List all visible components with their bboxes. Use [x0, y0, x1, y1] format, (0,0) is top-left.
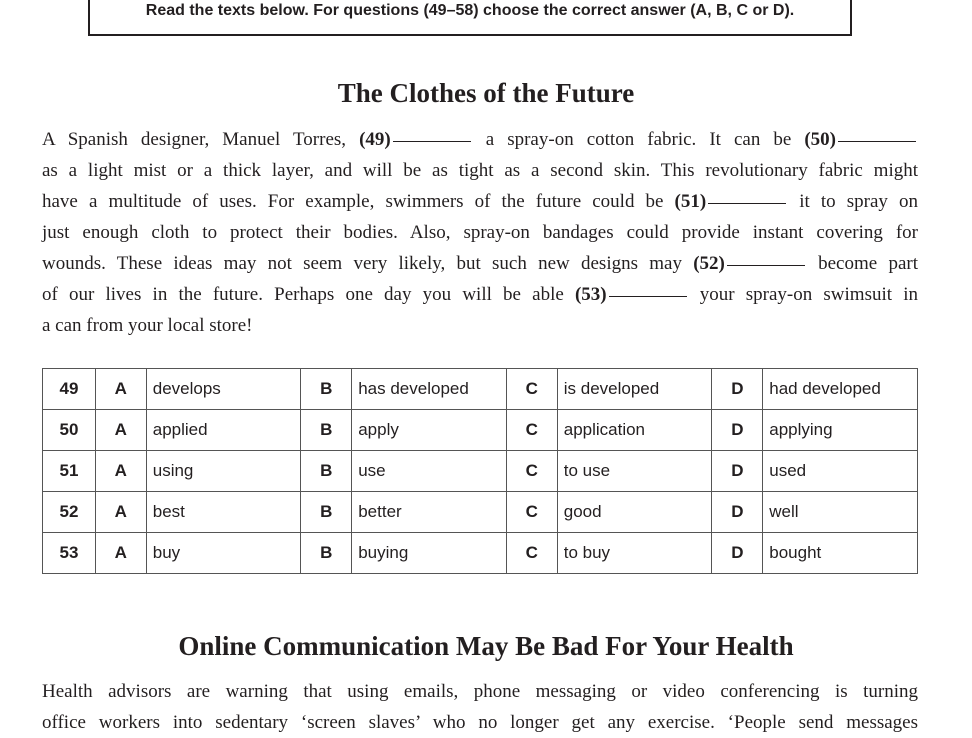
option-letter: D	[712, 492, 763, 533]
text-segment: become part	[806, 253, 918, 274]
option-text[interactable]: develops	[146, 369, 301, 410]
option-letter: B	[301, 533, 352, 574]
question-row	[43, 533, 918, 574]
paragraph-line	[42, 310, 918, 341]
text-segment: it to spray on	[788, 191, 918, 212]
option-text[interactable]: is developed	[557, 369, 712, 410]
question-number: 53	[43, 533, 96, 574]
option-text[interactable]: apply	[352, 410, 507, 451]
text-segment: your spray-on swimsuit in	[688, 284, 918, 305]
option-text[interactable]: applied	[146, 410, 301, 451]
question-number: (53)	[574, 284, 607, 305]
answer-blank	[393, 140, 471, 142]
question-number: (52)	[693, 253, 725, 274]
paragraph-line	[42, 279, 918, 310]
paragraph-line	[42, 248, 918, 279]
option-text[interactable]: well	[763, 492, 918, 533]
option-letter: D	[712, 451, 763, 492]
option-letter: C	[506, 410, 557, 451]
paragraph-line	[42, 155, 918, 186]
instruction-box	[88, 0, 852, 36]
option-text[interactable]: had developed	[763, 369, 918, 410]
text1-title: The Clothes of the Future	[337, 78, 635, 108]
option-text[interactable]: buy	[146, 533, 301, 574]
question-row	[43, 492, 918, 533]
question-row	[43, 369, 918, 410]
text-segment: a can from your local store!	[42, 315, 253, 336]
answer-blank	[727, 264, 805, 266]
option-text[interactable]: bought	[763, 533, 918, 574]
option-letter: C	[506, 369, 557, 410]
option-text[interactable]: better	[352, 492, 507, 533]
option-letter: B	[301, 492, 352, 533]
question-number: 49	[43, 369, 96, 410]
option-text[interactable]: good	[557, 492, 712, 533]
answer-table	[42, 368, 918, 574]
option-letter: C	[506, 492, 557, 533]
option-text[interactable]: best	[146, 492, 301, 533]
option-letter: A	[95, 369, 146, 410]
paragraph-line	[42, 707, 918, 738]
option-text[interactable]: buying	[352, 533, 507, 574]
paragraph-line	[42, 124, 918, 155]
option-letter: D	[712, 369, 763, 410]
option-text[interactable]: using	[146, 451, 301, 492]
text-segment: of our lives in the future. Perhaps one day you will be able	[42, 284, 575, 305]
question-number: 51	[43, 451, 96, 492]
question-number: 50	[43, 410, 96, 451]
option-text[interactable]: has developed	[352, 369, 507, 410]
question-number: (50)	[804, 129, 836, 150]
question-row	[43, 451, 918, 492]
option-letter: D	[712, 533, 763, 574]
text-segment: a spray-on cotton fabric. It can be	[472, 129, 805, 150]
text-segment: Health advisors are warning that using emails, phone messaging or video conferencing is turning	[42, 681, 918, 702]
answer-blank	[609, 295, 687, 297]
text-segment: A Spanish designer, Manuel Torres,	[42, 129, 360, 150]
text-segment: office workers into sedentary ‘screen slaves’ who no longer get any exercise. ‘People send messages	[42, 712, 918, 733]
option-letter: A	[95, 533, 146, 574]
text-segment: just enough cloth to protect their bodies. Also, spray-on bandages could provide instant covering for	[42, 222, 918, 243]
option-letter: B	[301, 369, 352, 410]
option-letter: B	[301, 410, 352, 451]
question-row	[43, 410, 918, 451]
answer-blank	[708, 202, 786, 204]
option-letter: A	[95, 492, 146, 533]
option-text[interactable]: use	[352, 451, 507, 492]
option-letter: A	[95, 451, 146, 492]
option-letter: D	[712, 410, 763, 451]
question-number: (49)	[359, 129, 391, 150]
question-number: 52	[43, 492, 96, 533]
text2-title: Online Communication May Be Bad For Your Health	[178, 631, 794, 661]
text-segment: have a multitude of uses. For example, swimmers of the future could be	[42, 191, 675, 212]
instruction-text: Read the texts below. For questions (49–58) choose the correct answer (A, B, C or D).	[145, 2, 795, 19]
answer-blank	[838, 140, 916, 142]
option-text[interactable]: to buy	[557, 533, 712, 574]
option-text[interactable]: applying	[763, 410, 918, 451]
text-segment: wounds. These ideas may not seem very likely, but such new designs may	[42, 253, 694, 274]
option-text[interactable]: to use	[557, 451, 712, 492]
paragraph-line	[42, 676, 918, 707]
option-letter: C	[506, 451, 557, 492]
option-letter: A	[95, 410, 146, 451]
text1-paragraph	[42, 124, 918, 341]
option-text[interactable]: application	[557, 410, 712, 451]
option-letter: B	[301, 451, 352, 492]
option-text[interactable]: used	[763, 451, 918, 492]
text-segment: as a light mist or a thick layer, and will be as tight as a second skin. This revolutionary fabric might	[42, 160, 918, 181]
question-number: (51)	[674, 191, 707, 212]
paragraph-line	[42, 186, 918, 217]
option-letter: C	[506, 533, 557, 574]
paragraph-line	[42, 217, 918, 248]
